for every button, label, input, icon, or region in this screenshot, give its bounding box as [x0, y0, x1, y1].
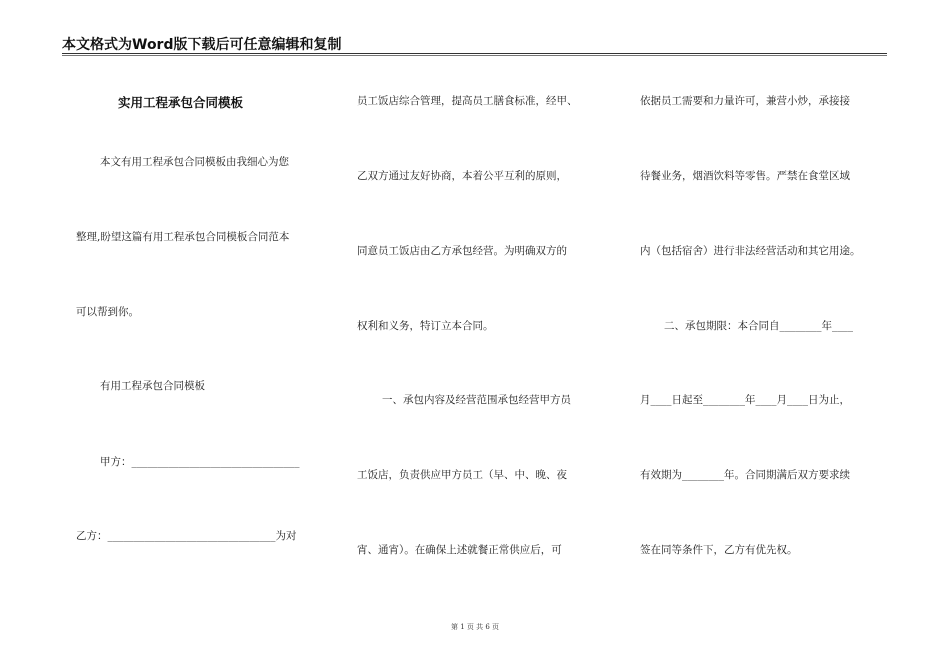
paragraph-line: 本文有用工程承包合同模板由我细心为您: [100, 156, 289, 168]
party-a-line: 甲方：________________________________: [100, 456, 300, 468]
clause-heading: 二、承包期限：本合同自________年____: [664, 320, 853, 332]
paragraph-line: 可以帮到你。: [76, 306, 139, 318]
paragraph-line: 宵、通宵）。在确保上述就餐正常供应后，可: [357, 544, 562, 556]
page-number: 第 1 页 共 6 页: [450, 623, 500, 631]
paragraph-line: 月____日起至________年____月____日为止，: [640, 394, 850, 406]
document-title: 实用工程承包合同模板: [118, 95, 244, 110]
paragraph-line: 乙双方通过友好协商，本着公平互利的原则，: [357, 170, 567, 182]
section-heading: 有用工程承包合同模板: [100, 380, 205, 392]
party-b-line: 乙方：________________________________为对: [76, 530, 297, 542]
paragraph-line: 依据员工需要和力量许可，兼营小炒，承接接: [640, 95, 850, 107]
column-3: [640, 80, 890, 612]
document-header: 本文格式为Word版下载后可任意编辑和复制: [62, 37, 342, 53]
column-1: [76, 80, 321, 612]
column-2: [357, 80, 607, 612]
paragraph-line: 整理,盼望这篇有用工程承包合同模板合同范本: [76, 231, 290, 243]
paragraph-line: 待餐业务，烟酒饮料等零售。严禁在食堂区域: [640, 170, 850, 182]
paragraph-line: 员工饭店综合管理，提高员工膳食标准，经甲、: [357, 95, 578, 107]
paragraph-line: 有效期为________年。合同期满后双方要求续: [640, 469, 850, 481]
paragraph-line: 内（包括宿舍）进行非法经营活动和其它用途。: [640, 245, 861, 257]
paragraph-line: 同意员工饭店由乙方承包经营。为明确双方的: [357, 245, 567, 257]
header-rule: [62, 53, 887, 54]
paragraph-line: 签在同等条件下，乙方有优先权。: [640, 544, 798, 556]
paragraph-line: 工饭店，负责供应甲方员工（早、中、晚、夜: [357, 469, 567, 481]
clause-heading: 一、承包内容及经营范围承包经营甲方员: [382, 394, 571, 406]
header-rule-secondary: [62, 55, 887, 56]
paragraph-line: 权利和义务，特订立本合同。: [357, 320, 494, 332]
